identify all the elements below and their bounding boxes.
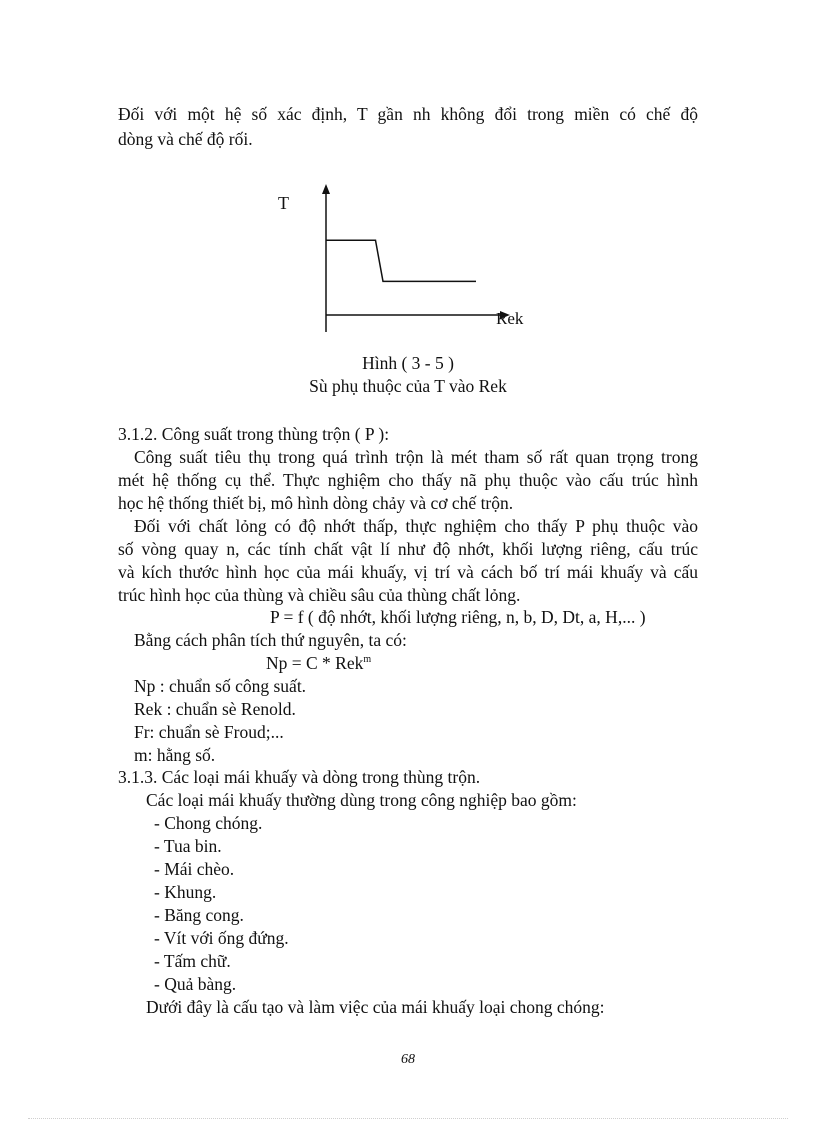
- y-axis-arrow: [322, 184, 330, 194]
- p2-line-1: Đối với chất lỏng có độ nhớt thấp, thực nghiệm cho thấy P phụ thuộc vào: [134, 516, 698, 536]
- def-np: Np : chuẩn số công suất.: [134, 676, 307, 696]
- def-rek: Rek : chuẩn sè Renold.: [134, 699, 296, 719]
- formula-power: P = f ( độ nhớt, khối lượng riêng, n, b, D, Dt, a, H,... ): [270, 607, 646, 627]
- list-item: - Chong chóng.: [154, 813, 263, 833]
- intro-line-2: dòng và chế độ rối.: [118, 129, 253, 149]
- p2-line-3: và kích thước hình học của mái khuấy, vị trí và cách bố trí mái khuấy và cấu: [118, 562, 698, 582]
- list-item: - Vít với ống đứng.: [154, 928, 289, 948]
- bottom-dotted-rule: [28, 1118, 788, 1119]
- def-fr: Fr: chuẩn sè Froud;...: [134, 722, 284, 742]
- list-item: - Quả bàng.: [154, 974, 237, 994]
- series-line-T: [326, 240, 476, 281]
- figure-caption-title: Hình ( 3 - 5 ): [362, 353, 454, 373]
- closing-line: Dưới đây là cấu tạo và làm việc của mái khuấy loại chong chóng:: [146, 997, 605, 1017]
- figure-caption-text: Sù phụ thuộc của T vào Rek: [309, 376, 507, 396]
- formula-np-main: Np = C * Rek: [266, 653, 364, 673]
- p2-line-2: số vòng quay n, các tính chất vật lí như độ nhớt, khối lượng riêng, cấu trúc: [118, 539, 698, 559]
- figure-chart: [260, 180, 560, 340]
- list-item: - Tua bin.: [154, 836, 222, 856]
- def-m: m: hằng số.: [134, 745, 216, 765]
- formula-np-exponent: m: [363, 654, 372, 666]
- formula-np: [266, 652, 371, 674]
- section-312-heading: 3.1.2. Công suất trong thùng trộn ( P ):: [118, 424, 390, 444]
- list-item: - Tấm chữ.: [154, 951, 231, 971]
- list-item: - Mái chèo.: [154, 859, 235, 879]
- p1-line-2: mét hệ thống cụ thể. Thực nghiệm cho thấy nã phụ thuộc vào cấu trúc hình: [118, 470, 698, 490]
- p2-line-4: trúc hình học của thùng và chiều sâu của thùng chất lỏng.: [118, 585, 521, 605]
- x-axis-label: Rek: [496, 309, 524, 328]
- section-313-heading: 3.1.3. Các loại mái khuấy và dòng trong thùng trộn.: [118, 767, 481, 787]
- p1-line-3: học hệ thống thiết bị, mô hình dòng chảy và cơ chế trộn.: [118, 493, 514, 513]
- list-item: - Khung.: [154, 882, 217, 902]
- list-item: - Băng cong.: [154, 905, 244, 925]
- p1-line-1: Công suất tiêu thụ trong quá trình trộn là mét tham số rất quan trọng trong: [134, 447, 698, 467]
- section-313-intro: Các loại mái khuấy thường dùng trong công nghiệp bao gồm:: [146, 790, 577, 810]
- analysis-line: Bằng cách phân tích thứ nguyên, ta có:: [134, 630, 407, 650]
- y-axis-label: T: [278, 193, 289, 213]
- intro-line-1: Đối với một hệ số xác định, T gần nh không đổi trong miền có chế độ: [118, 104, 698, 124]
- page-number: 68: [401, 1052, 415, 1067]
